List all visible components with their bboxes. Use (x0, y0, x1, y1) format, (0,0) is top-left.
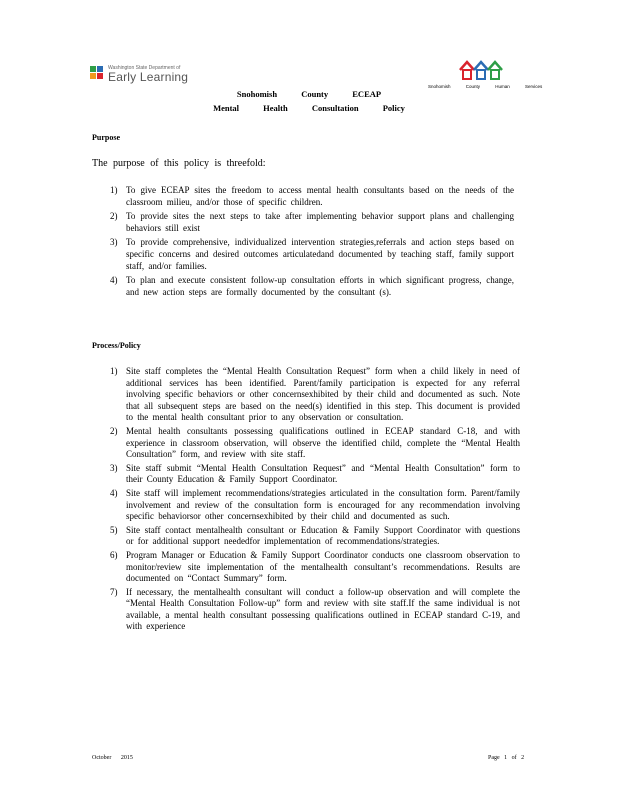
list-item-number: 6) (110, 549, 118, 560)
purpose-intro: The purpose of this policy is threefold: (92, 158, 266, 169)
list-item-number: 5) (110, 524, 118, 535)
houses-logo-icon (458, 58, 506, 82)
list-item-text: Site staff submit “Mental Health Consultation Request” and “Mental Health Consultation” form to their County Education & Family Support Coordinator. (126, 462, 520, 485)
footer-date: October 2015 (92, 755, 133, 761)
list-item-text: To provide sites the next steps to take after implementing behavior support plans and challenging behaviors still exist (126, 211, 514, 233)
list-item-text: Program Manager or Education & Family Support Coordinator conducts one classroom observation to monitor/review site implementation of the mentalhealth consultant’s recommendations. Results are documented on “Contact Summary” form. (126, 549, 520, 584)
list-item-number: 3) (110, 237, 118, 248)
doc-title-line1: Snohomish County ECEAP (236, 89, 382, 99)
list-item (110, 488, 520, 523)
doc-title-line2: Mental Health Consultation Policy (213, 103, 405, 113)
list-item-number: 2) (110, 211, 118, 222)
list-item-text: To provide comprehensive, individualized intervention strategies,referrals and action steps based on specific concerns and desired outcomes articulatedand documented by teaching staff, family support staff, and/or families. (126, 237, 514, 271)
list-item-text: Mental health consultants possessing qualifications outlined in ECEAP standard C-18, and with experience in classroom observation, will observe the identified child, complete the “Mental Health Consultation” form, and review with site staff. (126, 425, 520, 460)
list-item-number: 2) (110, 425, 118, 436)
list-item (110, 211, 514, 234)
list-item (110, 587, 520, 633)
list-item-number: 3) (110, 462, 118, 473)
purpose-heading: Purpose (92, 133, 120, 142)
list-item (110, 237, 514, 272)
list-item (110, 550, 520, 585)
list-item (110, 426, 520, 461)
process-list (110, 366, 520, 633)
list-item-text: Site staff will implement recommendations/strategies articulated in the consultation form. Parent/family involvement and review of the consultation form is encouraged for any recommendation involving specific behaviorsor other concernsexhibited by their child and documented as such. (126, 487, 520, 522)
process-heading: Process/Policy (92, 341, 141, 350)
list-item (110, 525, 520, 548)
list-item-text: To plan and execute consistent follow-up consultation efforts in which significant progress, change, and new action steps are formally documented by the consultant (s). (126, 275, 514, 297)
list-item-text: To give ECEAP sites the freedom to access mental health consultants based on the needs of the classroom milieu, and/or those of specific children. (126, 185, 514, 207)
list-item-text: If necessary, the mentalhealth consultant will conduct a follow-up observation and will complete the “Mental Health Consultation Follow-up” form and review with site staff.If the same individual is not available, a mental health consultant possessing qualifications outlined in ECEAP standard C-19, and with experience (126, 586, 520, 632)
agency-name: Snohomish County Human Services (428, 84, 543, 89)
list-item-number: 1) (110, 185, 118, 195)
list-item-number: 1) (110, 366, 118, 376)
list-item-text: Site staff contact mentalhealth consultant or Education & Family Support Coordinator with questions or for additional support neededfor implementation of recommendations/strategies. (126, 524, 520, 547)
list-item-number: 7) (110, 586, 118, 597)
list-item-number: 4) (110, 487, 118, 498)
purpose-list (110, 185, 514, 298)
del-logo-big-text: Early Learning (108, 70, 189, 84)
footer-page-number: Page 1 of 2 (488, 755, 525, 761)
list-item-number: 4) (110, 275, 118, 286)
list-item (110, 275, 514, 298)
del-logo-squares-icon (90, 66, 104, 80)
del-logo (90, 64, 200, 86)
del-logo-small-text: Washington State Department of (108, 65, 181, 71)
list-item (110, 366, 520, 424)
list-item (110, 185, 514, 208)
list-item-text: Site staff completes the “Mental Health Consultation Request” form when a child likely in need of additional services has been identified. Parent/family participation is expected for any referral involving specific behaviors or other concernsexhibited by their child and documented as such. Note that all subsequent steps are based on the need(s) identified in this step. This document is provided to the mental health consultant prior to any observation or consultation. (126, 366, 520, 423)
list-item (110, 463, 520, 486)
